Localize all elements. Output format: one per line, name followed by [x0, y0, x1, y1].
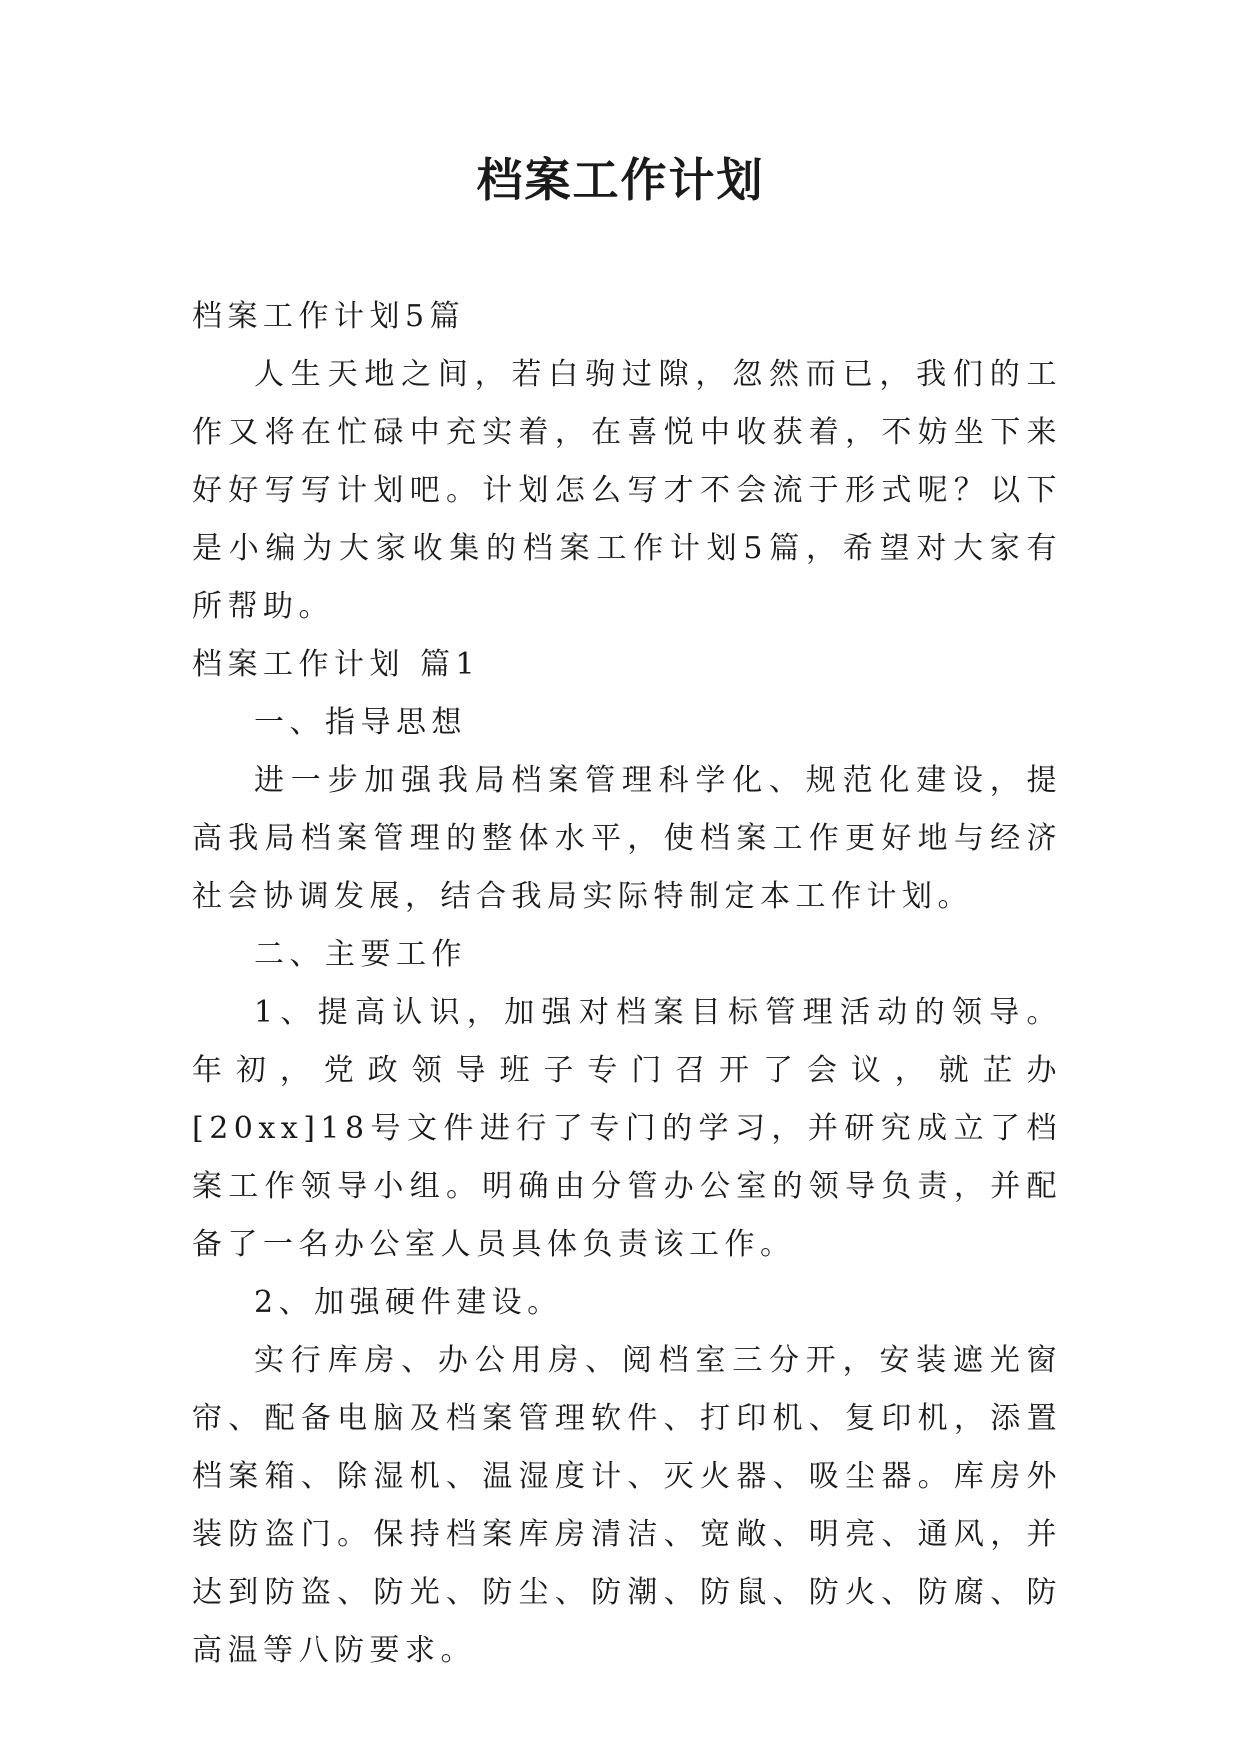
section-heading-part1: 档案工作计划 篇1	[192, 647, 481, 682]
heading-item-2: 2、加强硬件建设。	[254, 1285, 563, 1320]
paragraph-guiding-thought: 进一步加强我局档案管理科学化、规范化建设，提高我局档案管理的整体水平，使档案工作更好地与经济社会协调发展，结合我局实际特制定本工作计划。	[192, 763, 1062, 914]
paragraph-item-2: 实行库房、办公用房、阅档室三分开，安装遮光窗帘、配备电脑及档案管理软件、打印机、复印机，添置档案箱、除湿机、温湿度计、灭火器、吸尘器。库房外装防盗门。保持档案库房清洁、宽敞、明亮、通风，并达到防盗、防光、防尘、防潮、防鼠、防火、防腐、防高温等八防要求。	[192, 1343, 1062, 1668]
heading-guiding-thought: 一、指导思想	[254, 705, 467, 740]
paragraph-item-1: 1、提高认识，加强对档案目标管理活动的领导。 年初，党政领导班子专门召开了会议，就芷办[20xx]18号文件进行了专门的学习，并研究成立了档案工作领导小组。明确由分管办公室的领导负责，并配备了一名办公室人员具体负责该工作。	[192, 995, 1062, 1262]
heading-main-work: 二、主要工作	[254, 937, 467, 972]
paragraph-intro: 人生天地之间，若白驹过隙，忽然而已，我们的工作又将在忙碌中充实着，在喜悦中收获着，不妨坐下来好好写写计划吧。计划怎么写才不会流于形式呢？以下是小编为大家收集的档案工作计划5篇，希望对大家有所帮助。	[192, 357, 1062, 624]
document-body	[192, 288, 1062, 1680]
paragraph-subtitle: 档案工作计划5篇	[192, 299, 466, 334]
document-title: 档案工作计划	[476, 153, 765, 207]
